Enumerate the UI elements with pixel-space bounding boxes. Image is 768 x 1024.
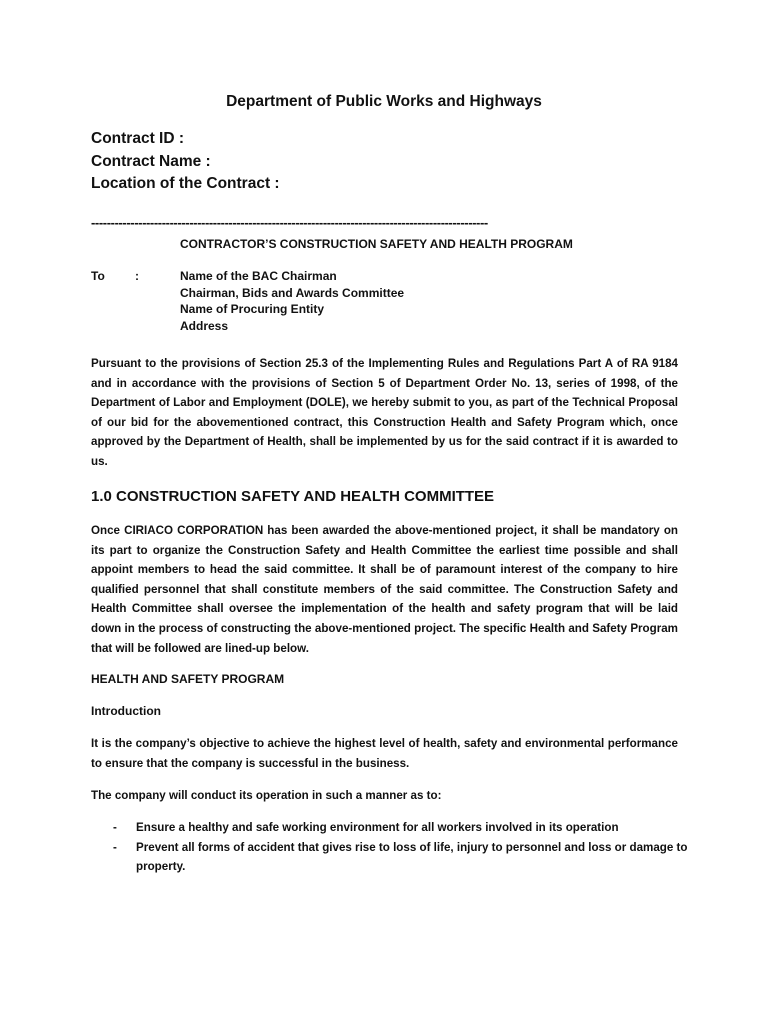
to-colon: : [135, 269, 139, 283]
committee-paragraph: Once CIRIACO CORPORATION has been awarded the above-mentioned project, it shall be mandatory on its part to organize the Construction Safety and Health Committee the earliest time possible and shall appoint members to head the said committee. It shall be of paramount interest of the company to hire qualified personnel that shall constitute members of the said committee. The Construction Safety and Health Committee shall oversee the implementation of the health and safety program that will be laid down in the process of constructing the above-mentioned project. The specific Health and Safety Program that will be followed are lined-up below. [91, 524, 678, 655]
bullet-text: Prevent all forms of accident that gives rise to loss of life, injury to personnel and loss or damage to property. [136, 840, 688, 874]
bullet-marker: - [113, 840, 117, 854]
contract-info [91, 128, 280, 196]
addressee-line: Address [180, 318, 229, 333]
department-title: Department of Public Works and Highways [226, 93, 542, 110]
list-item [91, 818, 691, 838]
addressee-line: Name of the BAC Chairman [180, 269, 337, 283]
list-item [91, 838, 691, 877]
contract-location-label: Location of the Contract : [91, 175, 280, 192]
introduction-title: Introduction [91, 704, 161, 718]
hs-program-title: HEALTH AND SAFETY PROGRAM [91, 672, 285, 686]
intro-paragraph: Pursuant to the provisions of Section 25.3 of the Implementing Rules and Regulations Part A of RA 9184 and in accordance with the provisions of Section 5 of Department Order No. 13, series of 1998, of the Department of Labor and Employment (DOLE), we hereby submit to you, as part of the Technical Proposal of our bid for the abovementioned contract, this Construction Health and Safety Program which, once approved by the Department of Health, shall be implemented by us for the said contract if it is awarded to us. [91, 357, 678, 468]
contract-name-label: Contract Name : [91, 152, 211, 170]
conduct-paragraph: The company will conduct its operation in such a manner as to: [91, 789, 442, 802]
program-title: CONTRACTOR’S CONSTRUCTION SAFETY AND HEALTH PROGRAM [180, 237, 573, 251]
addressee-lines [180, 268, 404, 334]
objective-paragraph: It is the company’s objective to achieve the highest level of health, safety and environmental performance to ensure that the company is successful in the business. [91, 737, 678, 770]
addressee-line: Chairman, Bids and Awards Committee [180, 285, 405, 300]
bullet-text: Ensure a healthy and safe working environment for all workers involved in its operation [136, 821, 619, 834]
to-label: To [91, 269, 105, 283]
bullet-list [91, 818, 691, 877]
section-heading: 1.0 CONSTRUCTION SAFETY AND HEALTH COMMITTEE [91, 488, 495, 505]
separator-line: ----------------------------------------------------------------------------------------------------- [91, 215, 488, 230]
bullet-marker: - [113, 821, 117, 834]
contract-id-label: Contract ID : [91, 130, 184, 147]
addressee-line: Name of Procuring Entity [180, 302, 325, 316]
